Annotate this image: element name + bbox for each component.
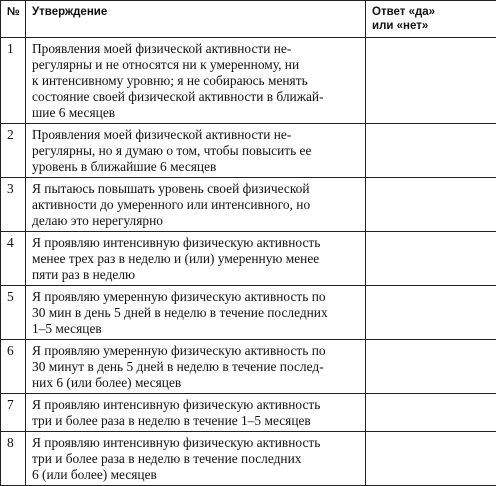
header-answer-line1: Ответ «да» <box>372 5 490 19</box>
statement-line: 30 минут в день 5 дней в неделю в течение послед- <box>32 359 359 375</box>
statement-cell <box>26 394 366 432</box>
statement-line: пяти раз в неделю <box>32 267 359 283</box>
answer-cell[interactable] <box>366 340 496 394</box>
header-statement: Утверждение <box>26 1 366 38</box>
table-row <box>1 124 496 178</box>
statement-cell <box>26 38 366 124</box>
statement-cell <box>26 286 366 340</box>
statement-line: 6 (или более) месяцев <box>32 467 359 483</box>
statement-cell <box>26 432 366 486</box>
answer-cell[interactable] <box>366 232 496 286</box>
statement-line: регулярны, но я думаю о том, чтобы повысить ее <box>32 143 359 159</box>
answer-cell[interactable] <box>366 178 496 232</box>
statement-line: Я проявляю интенсивную физическую активность <box>32 235 359 251</box>
statement-line: три и более раза в неделю в течение последних <box>32 451 359 467</box>
table-row <box>1 394 496 432</box>
row-number: 6 <box>1 340 26 394</box>
statement-line: 1–5 месяцев <box>32 321 359 337</box>
table-row <box>1 432 496 486</box>
statement-line: делаю это нерегулярно <box>32 213 359 229</box>
table-row <box>1 232 496 286</box>
header-answer <box>366 1 496 38</box>
statement-line: Проявления моей физической активности не- <box>32 41 359 57</box>
statement-line: к интенсивному уровню; я не собираюсь менять <box>32 73 359 89</box>
statement-line: Я проявляю умеренную физическую активность по <box>32 343 359 359</box>
statement-line: Я проявляю интенсивную физическую активность <box>32 397 359 413</box>
answer-cell[interactable] <box>366 124 496 178</box>
header-num: № <box>1 1 26 38</box>
statement-line: Я пытаюсь повышать уровень своей физической <box>32 181 359 197</box>
statement-cell <box>26 178 366 232</box>
statement-line: активности до умеренного или интенсивного, но <box>32 197 359 213</box>
row-number: 8 <box>1 432 26 486</box>
row-number: 1 <box>1 38 26 124</box>
statement-line: Проявления моей физической активности не- <box>32 127 359 143</box>
table-header-row <box>1 1 496 38</box>
statement-line: менее трех раз в неделю и (или) умеренную менее <box>32 251 359 267</box>
header-answer-line2: или «нет» <box>372 19 490 33</box>
row-number: 3 <box>1 178 26 232</box>
answer-cell[interactable] <box>366 394 496 432</box>
row-number: 2 <box>1 124 26 178</box>
row-number: 5 <box>1 286 26 340</box>
table-row <box>1 340 496 394</box>
answer-cell[interactable] <box>366 38 496 124</box>
row-number: 4 <box>1 232 26 286</box>
statement-cell <box>26 232 366 286</box>
statement-line: регулярны и не относятся ни к умеренному, ни <box>32 57 359 73</box>
statement-line: шие 6 месяцев <box>32 105 359 121</box>
statement-line: состояние своей физической активности в ближай- <box>32 89 359 105</box>
table-row <box>1 38 496 124</box>
statement-cell <box>26 124 366 178</box>
answer-cell[interactable] <box>366 286 496 340</box>
statement-cell <box>26 340 366 394</box>
table-body <box>1 38 496 486</box>
statement-line: Я проявляю умеренную физическую активность по <box>32 289 359 305</box>
statement-line: Я проявляю интенсивную физическую активность <box>32 435 359 451</box>
statement-line: 30 мин в день 5 дней в неделю в течение последних <box>32 305 359 321</box>
answer-cell[interactable] <box>366 432 496 486</box>
statement-line: них 6 (или более) месяцев <box>32 375 359 391</box>
table-row <box>1 286 496 340</box>
row-number: 7 <box>1 394 26 432</box>
statement-line: три и более раза в неделю в течение 1–5 месяцев <box>32 413 359 429</box>
statement-line: уровень в ближайшие 6 месяцев <box>32 159 359 175</box>
table-row <box>1 178 496 232</box>
